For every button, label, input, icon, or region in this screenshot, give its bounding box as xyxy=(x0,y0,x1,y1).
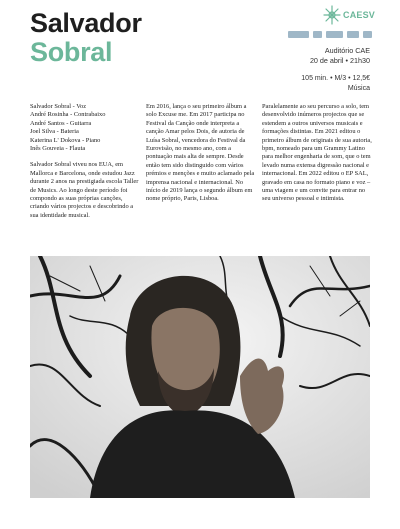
column-2 xyxy=(146,103,258,212)
caesv-logo-text: CAESV xyxy=(343,10,376,20)
credit-line: Salvador Sobral - Voz xyxy=(30,103,87,110)
column-3 xyxy=(262,103,374,212)
bio-paragraph-3: Paralelamente ao seu percurso a solo, tem desenvolvido inúmeros projectos que se estendem a outros universos musicais e formações distintas. Em 2021 editou o primeiro álbum de originais de sua autoria, bpm, nomeado para um Grammy Latino para melhor engenharia de som, que o tem levado numa extensa digressão nacional e internacional. Em 2022 editou o EP SAL, gravado em casa no formato piano e voz – uma viagem e um convite para entrar no seu universo pessoal e intimista. xyxy=(262,103,372,203)
event-venue: Auditório CAE xyxy=(324,46,370,55)
event-date-time: 20 de abril • 21h30 xyxy=(309,56,370,65)
partner-logo xyxy=(288,31,309,38)
artist-last-name: Sobral xyxy=(30,37,113,67)
partner-logo xyxy=(313,31,322,38)
event-meta: 105 min. • M/3 • 12,5€ xyxy=(301,75,370,82)
partner-logo xyxy=(347,31,358,38)
column-1 xyxy=(30,103,142,228)
partner-logos xyxy=(288,29,372,39)
credit-line: Katerina L' Dokova - Piano xyxy=(30,136,101,144)
bio-paragraph-1: Salvador Sobral viveu nos EUA, em Mallorca e Barcelona, onde estudou Jazz durante 2 anos na prestigiada escola Taller de Musics. Ao longo deste período foi compondo as suas próprias canções, criando vários projectos e descobrindo a sua identidade musical. xyxy=(30,161,139,219)
credit-line: André Rosinha - Contrabaixo xyxy=(30,111,106,119)
credits-list xyxy=(30,103,142,153)
credit-line: Inês Gouveia - Flauta xyxy=(30,145,86,153)
event-genre: Música xyxy=(347,85,370,92)
partner-logo xyxy=(363,31,372,38)
partner-logo xyxy=(326,31,343,38)
bio-paragraph-2: Em 2016, lança o seu primeiro álbum a solo Excuse me. Em 2017 participa no Festival da Canção onde interpreta a canção Amar pelos Dois, de autoria de Luísa Sobral, vencedora do Festival da Eurovisão, no mesmo ano, com a pontuação mais alta de sempre. Desde então tem sido distinguido com vários prémios e menções e muito aclamado pela imprensa nacional e internacional. No início de 2019 lança o segundo álbum em nome próprio, Paris, Lisboa. xyxy=(146,103,255,203)
artist-first-name: Salvador xyxy=(30,8,142,38)
artist-photo xyxy=(30,256,370,498)
credit-line: André Santos - Guitarra xyxy=(30,119,92,127)
credit-line: Joel Silva - Bateria xyxy=(30,128,79,136)
